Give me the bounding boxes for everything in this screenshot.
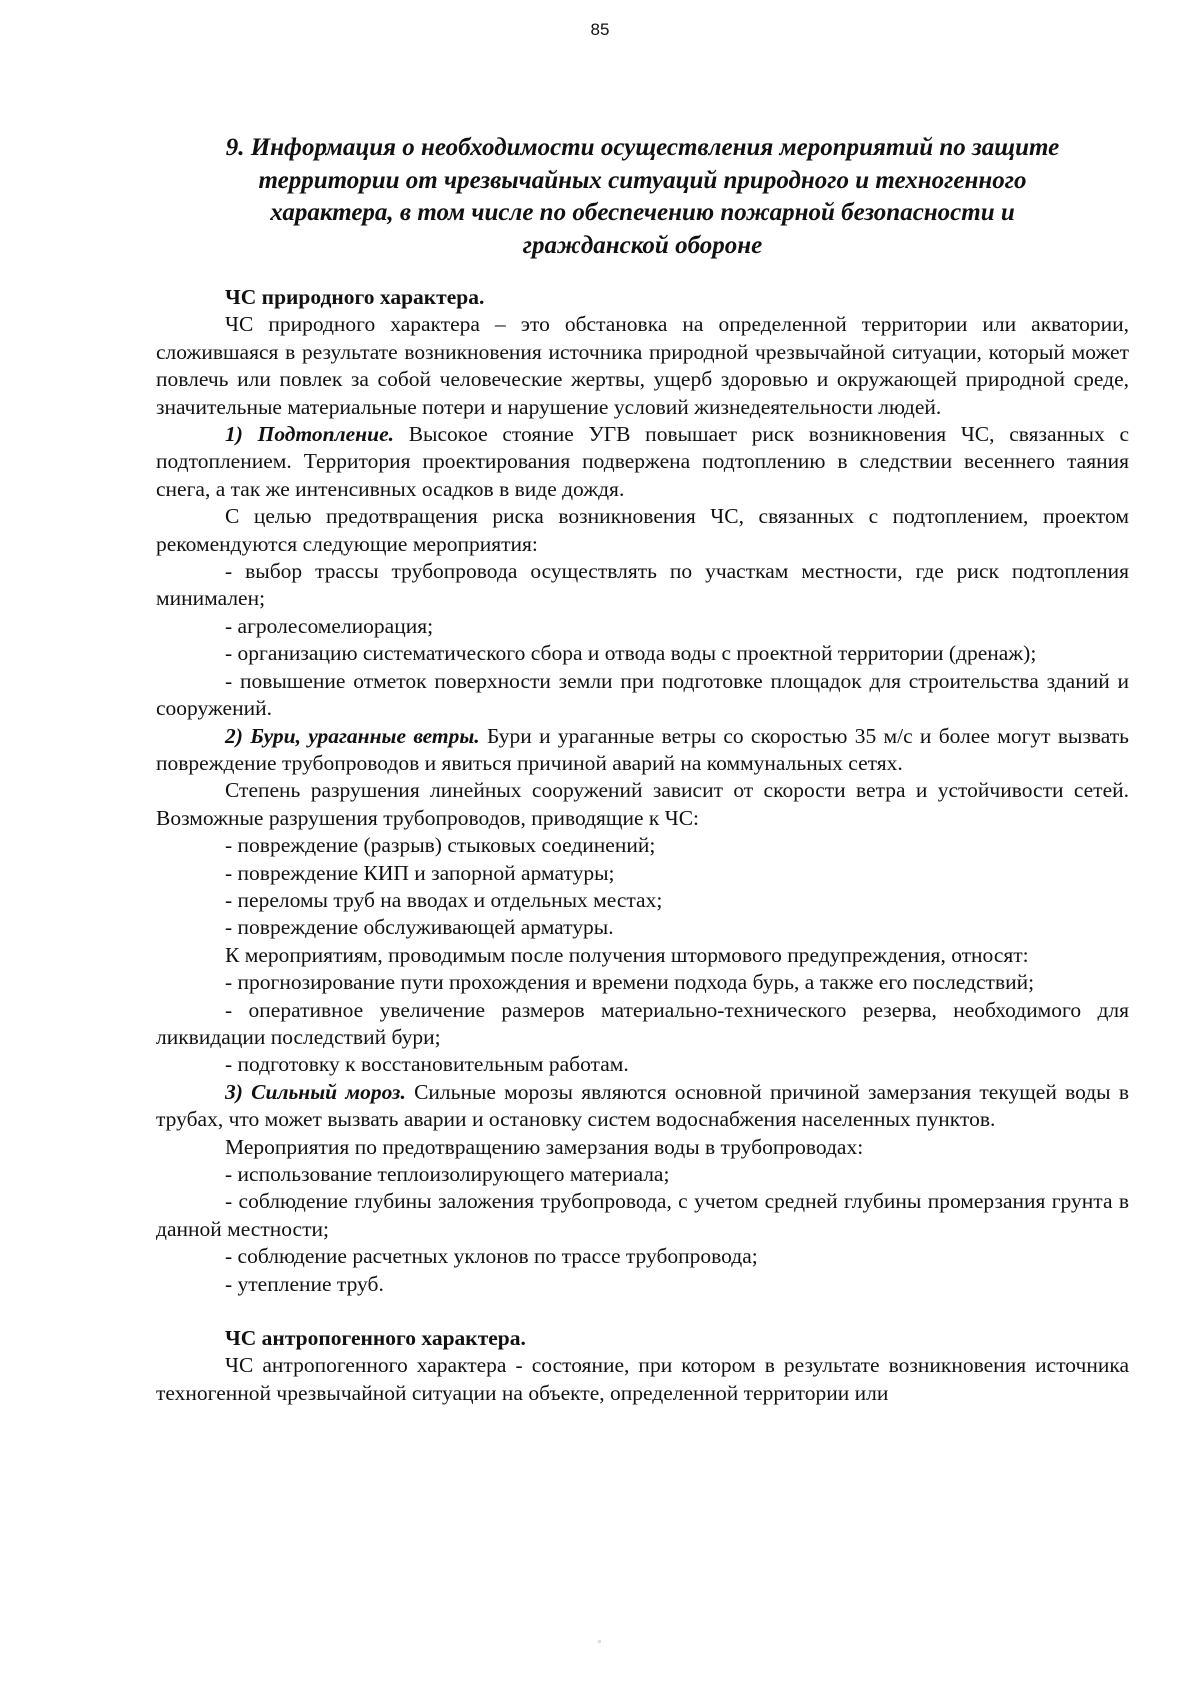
list-item: - организацию систематического сбора и отвода воды с проектной территории (дренаж); — [225, 641, 1037, 666]
frost-lead: 3) Сильный мороз. — [225, 1079, 406, 1104]
page-number: 85 — [590, 20, 610, 39]
list-item: - соблюдение расчетных уклонов по трассе трубопровода; — [225, 1244, 758, 1269]
list-item: - подготовку к восстановительным работам. — [225, 1052, 629, 1077]
list-item: - повышение отметок поверхности земли при подготовке площадок для строительства зданий и сооружений. — [156, 668, 1129, 721]
document-body — [156, 132, 1129, 1407]
storms-text: Бури и ураганные ветры со скоростью 35 м/с и более могут вызвать повреждение трубопроводов и явиться причиной аварий на коммунальных сетях. — [156, 723, 1129, 775]
list-item: - соблюдение глубины заложения трубопровода, с учетом средней глубины промерзания грунта в данной местности; — [156, 1189, 1129, 1241]
list-item: - прогнозирование пути прохождения и времени подхода бурь, а также его последствий; — [225, 970, 1035, 995]
flooding-paragraph — [156, 421, 1129, 503]
frost-text: Сильные морозы являются основной причиной замерзания текущей воды в трубах, что может вызвать аварии и остановку систем водоснабжения населенных пунктов. — [156, 1079, 1129, 1132]
section-title-line: 9. Информация о необходимости осуществления мероприятий по защите — [225, 134, 1060, 161]
scan-speck — [598, 1640, 601, 1643]
frost-intro: Мероприятия по предотвращению замерзания воды в трубопроводах: — [225, 1134, 864, 1159]
flooding-lead: 1) Подтопление. — [225, 422, 394, 447]
storms-measures-intro: К мероприятиям, проводимым после получения штормового предупреждения, относят: — [225, 942, 1029, 967]
list-item: - повреждение КИП и запорной арматуры; — [225, 860, 615, 885]
storms-damage-intro: Степень разрушения линейных сооружений зависит от скорости ветра и устойчивости сетей. Возможные разрушения трубопроводов, приводящие к ЧС: — [156, 778, 1129, 830]
flooding-intro: С целью предотвращения риска возникновения ЧС, связанных с подтоплением, проектом рекомендуются следующие мероприятия: — [156, 504, 1129, 556]
list-item: - использование теплоизолирующего материала; — [225, 1162, 670, 1186]
frost-paragraph — [156, 1079, 1129, 1134]
list-item: - утепление труб. — [225, 1271, 384, 1296]
list-item: - переломы труб на вводах и отдельных местах; — [225, 887, 663, 912]
list-item: - повреждение (разрыв) стыковых соединений; — [225, 833, 656, 858]
section-title-line: территории от чрезвычайных ситуаций природного и техногенного — [258, 166, 1027, 194]
anthropogenic-definition: ЧС антропогенного характера - состояние, при котором в результате возникновения источника техногенной чрезвычайной ситуации на объекте, определенной территории или — [156, 1353, 1129, 1405]
storms-paragraph — [156, 723, 1129, 778]
flooding-text: Высокое стояние УГВ повышает риск возникновения ЧС, связанных с подтоплением. Территория проектирования подвержена подтоплению в следствии весеннего таяния снега, а так же интенсивных осадков в виде дождя. — [156, 422, 1129, 501]
section-title — [156, 132, 1129, 262]
natural-definition: ЧС природного характера – это обстановка на определенной территории или акватории, сложившаяся в результате возникновения источника природной чрезвычайной ситуации, который может повлечь или повлек за собой человеческие жертвы, ущерб здоровью и окружающей природной среде, значительные материальные потери и нарушение условий жизнедеятельности людей. — [156, 312, 1129, 419]
storms-lead: 2) Бури, ураганные ветры. — [225, 723, 480, 748]
list-item: - выбор трассы трубопровода осуществлять по участкам местности, где риск подтопления минимален; — [156, 559, 1129, 611]
natural-heading: ЧС природного характера. — [225, 285, 485, 309]
section-title-line: характера, в том числе по обеспечению пожарной безопасности и — [270, 199, 1015, 226]
list-item: - оперативное увеличение размеров материально-технического резерва, необходимого для ликвидации последствий бури; — [156, 997, 1129, 1049]
section-title-line: гражданской обороне — [522, 231, 763, 259]
list-item: - повреждение обслуживающей арматуры. — [225, 915, 614, 940]
list-item: - агролесомелиорация; — [225, 613, 434, 638]
anthropogenic-heading: ЧС антропогенного характера. — [225, 1326, 526, 1351]
